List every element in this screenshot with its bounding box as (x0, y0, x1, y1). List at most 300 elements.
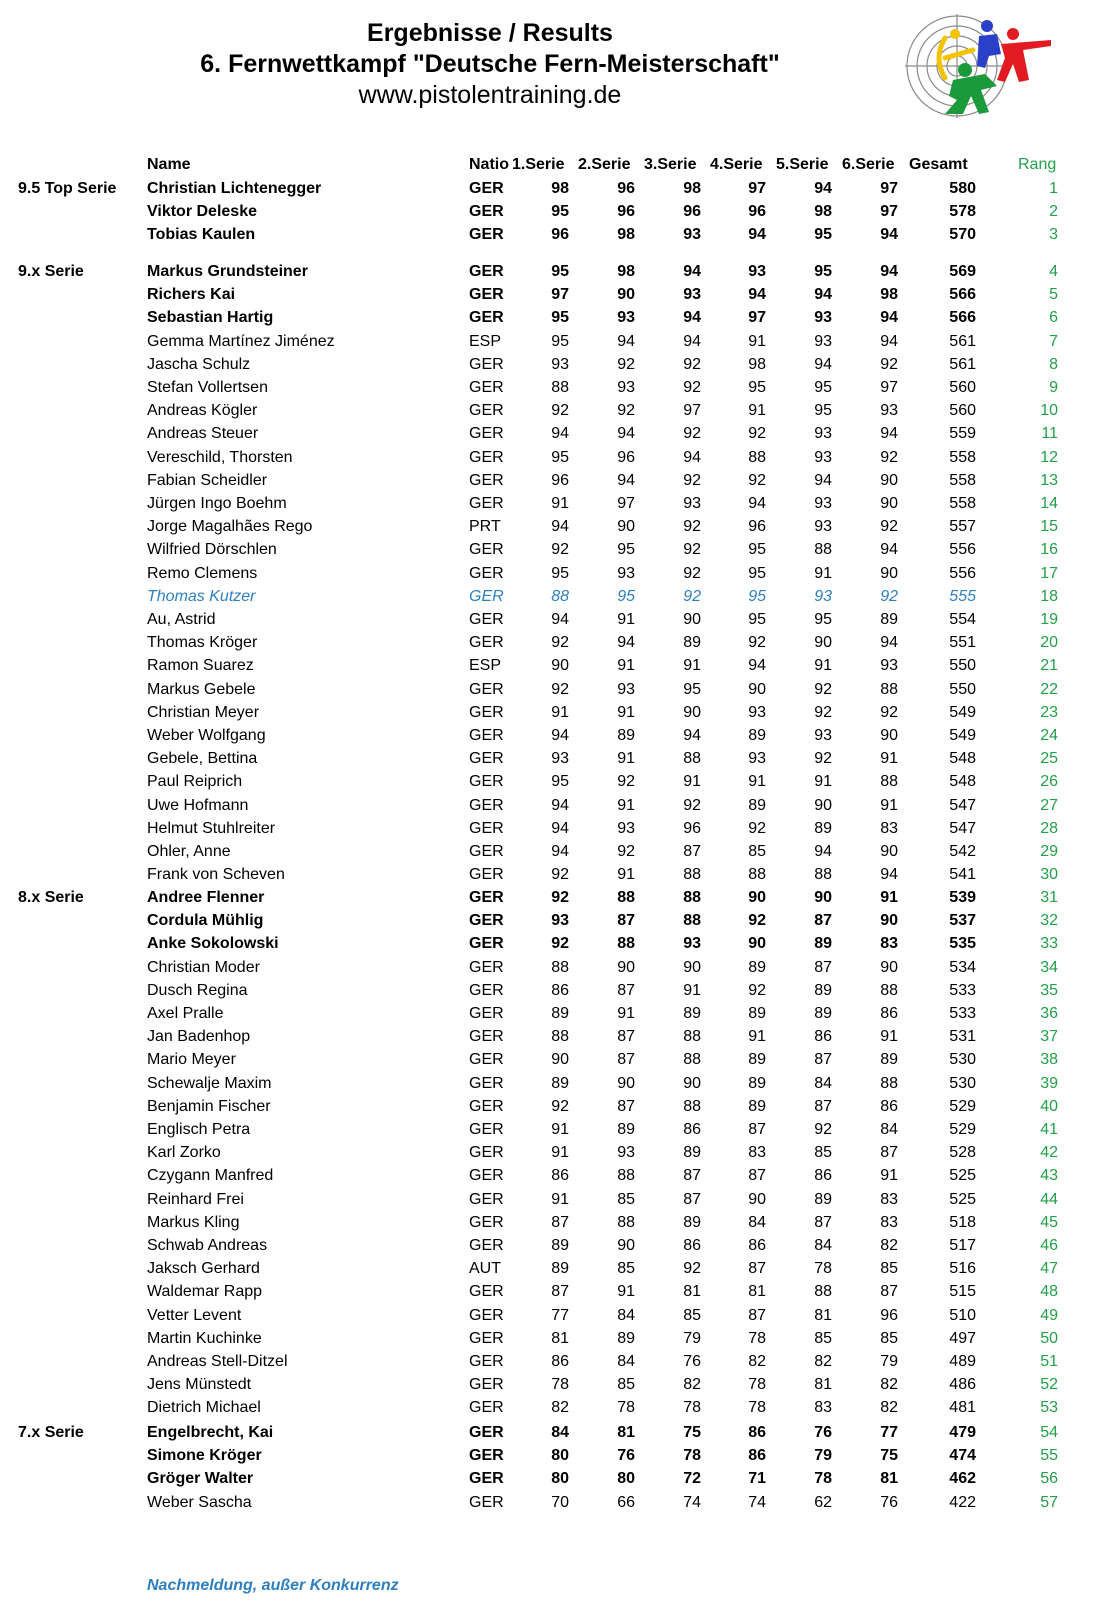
table-row (0, 1492, 1095, 1514)
total-score: 548 (949, 750, 976, 767)
series-4-score: 89 (748, 959, 766, 976)
nation-code: GER (469, 611, 504, 628)
series-5-score: 79 (814, 1447, 832, 1464)
total-score: 535 (949, 935, 976, 952)
series-2-score: 85 (617, 1376, 635, 1393)
shooter-name: Frank von Scheven (147, 866, 285, 883)
series-5-score: 86 (814, 1167, 832, 1184)
series-4-score: 89 (748, 727, 766, 744)
series-5-score: 81 (814, 1307, 832, 1324)
shooter-name: Thomas Kutzer (147, 588, 256, 605)
rank: 4 (1049, 263, 1058, 280)
series-6-score: 88 (880, 681, 898, 698)
series-3-score: 78 (683, 1399, 701, 1416)
series-2-score: 93 (617, 681, 635, 698)
table-row (0, 201, 1095, 223)
table-row (0, 1119, 1095, 1141)
series-4-score: 92 (748, 912, 766, 929)
series-6-score: 85 (880, 1260, 898, 1277)
series-4-score: 92 (748, 982, 766, 999)
shooter-name: Mario Meyer (147, 1051, 236, 1068)
series-3-score: 96 (683, 203, 701, 220)
series-1-score: 88 (551, 959, 569, 976)
total-score: 556 (949, 565, 976, 582)
series-4-score: 90 (748, 889, 766, 906)
series-4-score: 94 (748, 657, 766, 674)
series-2-score: 88 (617, 1167, 635, 1184)
nation-code: GER (469, 1399, 504, 1416)
table-row (0, 702, 1095, 724)
series-3-score: 93 (683, 286, 701, 303)
series-3-score: 90 (683, 611, 701, 628)
series-3-score: 81 (683, 1283, 701, 1300)
series-1-score: 92 (551, 866, 569, 883)
table-row (0, 725, 1095, 747)
series-6-score: 90 (880, 495, 898, 512)
series-3-score: 88 (683, 866, 701, 883)
series-3-score: 78 (683, 1447, 701, 1464)
table-row (0, 539, 1095, 561)
series-4-score: 87 (748, 1121, 766, 1138)
series-6-score: 90 (880, 565, 898, 582)
series-5-score: 87 (814, 1214, 832, 1231)
table-row (0, 261, 1095, 283)
nation-code: GER (469, 935, 504, 952)
series-1-score: 92 (551, 402, 569, 419)
shooter-name: Ramon Suarez (147, 657, 254, 674)
series-5-score: 91 (814, 773, 832, 790)
series-4-score: 95 (748, 541, 766, 558)
total-score: 548 (949, 773, 976, 790)
nation-code: GER (469, 263, 504, 280)
series-1-score: 91 (551, 704, 569, 721)
series-1-score: 90 (551, 657, 569, 674)
shooter-name: Karl Zorko (147, 1144, 221, 1161)
series-3-score: 92 (683, 1260, 701, 1277)
series-3-score: 88 (683, 889, 701, 906)
table-row (0, 980, 1095, 1002)
total-score: 474 (949, 1447, 976, 1464)
rank: 36 (1040, 1005, 1058, 1022)
series-5-score: 95 (814, 611, 832, 628)
series-5-score: 86 (814, 1028, 832, 1045)
series-1-score: 93 (551, 750, 569, 767)
series-1-score: 88 (551, 379, 569, 396)
total-score: 530 (949, 1051, 976, 1068)
table-row (0, 1422, 1095, 1444)
total-score: 516 (949, 1260, 976, 1277)
rank: 7 (1049, 333, 1058, 350)
series-2-score: 91 (617, 750, 635, 767)
rank: 57 (1040, 1494, 1058, 1511)
series-6-score: 83 (880, 1214, 898, 1231)
series-3-score: 88 (683, 1098, 701, 1115)
series-1-score: 77 (551, 1307, 569, 1324)
total-score: 529 (949, 1098, 976, 1115)
series-4-score: 94 (748, 495, 766, 512)
series-5-score: 78 (814, 1470, 832, 1487)
series-4-score: 78 (748, 1376, 766, 1393)
nation-code: GER (469, 820, 504, 837)
series-6-score: 94 (880, 866, 898, 883)
series-5-score: 93 (814, 727, 832, 744)
total-score: 550 (949, 657, 976, 674)
series-1-score: 94 (551, 518, 569, 535)
series-2-score: 87 (617, 1098, 635, 1115)
series-5-score: 93 (814, 309, 832, 326)
series-3-score: 88 (683, 750, 701, 767)
series-3-score: 88 (683, 1028, 701, 1045)
series-5-score: 93 (814, 495, 832, 512)
rank: 24 (1040, 727, 1058, 744)
series-6-score: 94 (880, 226, 898, 243)
total-score: 537 (949, 912, 976, 929)
series-1-score: 89 (551, 1237, 569, 1254)
series-2-score: 97 (617, 495, 635, 512)
series-6-score: 90 (880, 727, 898, 744)
series-3-score: 74 (683, 1494, 701, 1511)
series-1-score: 92 (551, 1098, 569, 1115)
nation-code: GER (469, 866, 504, 883)
series-5-score: 88 (814, 541, 832, 558)
series-1-score: 95 (551, 565, 569, 582)
series-5-score: 95 (814, 379, 832, 396)
total-score: 515 (949, 1283, 976, 1300)
series-3-score: 82 (683, 1376, 701, 1393)
table-row (0, 1026, 1095, 1048)
series-4-score: 89 (748, 1051, 766, 1068)
shooter-name: Martin Kuchinke (147, 1330, 262, 1347)
series-5-score: 93 (814, 449, 832, 466)
total-score: 558 (949, 449, 976, 466)
rank: 34 (1040, 959, 1058, 976)
series-4-score: 89 (748, 1075, 766, 1092)
series-2-score: 88 (617, 1214, 635, 1231)
rank: 2 (1049, 203, 1058, 220)
rank: 55 (1040, 1447, 1058, 1464)
series-4-score: 93 (748, 750, 766, 767)
nation-code: GER (469, 1447, 504, 1464)
series-1-score: 86 (551, 1167, 569, 1184)
series-5-score: 94 (814, 286, 832, 303)
series-6-score: 86 (880, 1005, 898, 1022)
total-score: 554 (949, 611, 976, 628)
shooter-name: Jens Münstedt (147, 1376, 252, 1393)
series-6-score: 90 (880, 472, 898, 489)
total-score: 561 (949, 356, 976, 373)
series-5-score: 85 (814, 1330, 832, 1347)
nation-code: GER (469, 1494, 504, 1511)
shooter-name: Schewalje Maxim (147, 1075, 272, 1092)
series-5-score: 78 (814, 1260, 832, 1277)
series-5-score: 88 (814, 866, 832, 883)
series-4-score: 89 (748, 1005, 766, 1022)
rank: 27 (1040, 797, 1058, 814)
series-4-score: 98 (748, 356, 766, 373)
table-row (0, 632, 1095, 654)
series-1-score: 86 (551, 1353, 569, 1370)
nation-code: AUT (469, 1260, 501, 1277)
table-row (0, 1445, 1095, 1467)
series-2-score: 91 (617, 1005, 635, 1022)
table-row (0, 864, 1095, 886)
series-2-score: 93 (617, 309, 635, 326)
series-5-score: 95 (814, 263, 832, 280)
total-score: 556 (949, 541, 976, 558)
series-4-score: 90 (748, 681, 766, 698)
series-1-score: 98 (551, 180, 569, 197)
series-6-score: 87 (880, 1283, 898, 1300)
series-5-score: 94 (814, 180, 832, 197)
rank: 14 (1040, 495, 1058, 512)
series-2-score: 80 (617, 1470, 635, 1487)
series-5-score: 84 (814, 1237, 832, 1254)
series-4-score: 97 (748, 309, 766, 326)
total-score: 529 (949, 1121, 976, 1138)
rank: 8 (1049, 356, 1058, 373)
table-row (0, 1328, 1095, 1350)
series-2-score: 90 (617, 959, 635, 976)
rank: 50 (1040, 1330, 1058, 1347)
rank: 13 (1040, 472, 1058, 489)
series-3-score: 92 (683, 565, 701, 582)
table-row (0, 771, 1095, 793)
series-2-score: 91 (617, 611, 635, 628)
series-6-score: 82 (880, 1399, 898, 1416)
table-row (0, 655, 1095, 677)
series-4-score: 74 (748, 1494, 766, 1511)
table-row (0, 887, 1095, 909)
series-5-score: 87 (814, 912, 832, 929)
total-score: 489 (949, 1353, 976, 1370)
shooter-name: Weber Sascha (147, 1494, 252, 1511)
shooter-name: Andreas Stell-Ditzel (147, 1353, 288, 1370)
header-nation: Natio (469, 156, 509, 173)
series-5-score: 89 (814, 1005, 832, 1022)
series-6-score: 91 (880, 1028, 898, 1045)
rank: 30 (1040, 866, 1058, 883)
shooter-name: Paul Reiprich (147, 773, 243, 790)
header-series-4: 4.Serie (710, 156, 763, 173)
series-6-score: 92 (880, 588, 898, 605)
nation-code: GER (469, 472, 504, 489)
series-5-score: 85 (814, 1144, 832, 1161)
rank: 18 (1040, 588, 1058, 605)
total-score: 462 (949, 1470, 976, 1487)
series-4-score: 89 (748, 797, 766, 814)
series-2-score: 76 (617, 1447, 635, 1464)
nation-code: GER (469, 982, 504, 999)
series-6-score: 94 (880, 425, 898, 442)
total-score: 570 (949, 226, 976, 243)
series-2-score: 81 (617, 1424, 635, 1441)
nation-code: GER (469, 541, 504, 558)
series-6-score: 94 (880, 333, 898, 350)
series-3-score: 94 (683, 333, 701, 350)
shooter-name: Christian Moder (147, 959, 260, 976)
series-1-score: 91 (551, 495, 569, 512)
table-row (0, 470, 1095, 492)
series-1-score: 81 (551, 1330, 569, 1347)
series-3-score: 93 (683, 935, 701, 952)
rank: 6 (1049, 309, 1058, 326)
nation-code: GER (469, 1144, 504, 1161)
series-1-score: 89 (551, 1260, 569, 1277)
competition-title: 6. Fernwettkampf "Deutsche Fern-Meisterschaft" (200, 50, 780, 78)
series-5-score: 92 (814, 704, 832, 721)
total-score: 481 (949, 1399, 976, 1416)
table-row (0, 1096, 1095, 1118)
series-5-score: 94 (814, 472, 832, 489)
total-score: 551 (949, 634, 976, 651)
series-6-score: 88 (880, 773, 898, 790)
total-score: 566 (949, 286, 976, 303)
shooter-name: Andreas Steuer (147, 425, 259, 442)
series-5-score: 93 (814, 588, 832, 605)
total-score: 534 (949, 959, 976, 976)
series-4-score: 91 (748, 402, 766, 419)
series-2-score: 91 (617, 797, 635, 814)
series-1-score: 92 (551, 681, 569, 698)
total-score: 533 (949, 1005, 976, 1022)
series-4-score: 86 (748, 1447, 766, 1464)
table-row (0, 400, 1095, 422)
series-5-score: 82 (814, 1353, 832, 1370)
series-3-score: 90 (683, 959, 701, 976)
series-4-score: 91 (748, 1028, 766, 1045)
series-6-score: 89 (880, 611, 898, 628)
series-2-score: 89 (617, 727, 635, 744)
rank: 1 (1049, 180, 1058, 197)
series-4-score: 93 (748, 704, 766, 721)
total-score: 479 (949, 1424, 976, 1441)
rank: 3 (1049, 226, 1058, 243)
nation-code: GER (469, 634, 504, 651)
series-3-score: 90 (683, 1075, 701, 1092)
table-row (0, 609, 1095, 631)
series-1-score: 88 (551, 588, 569, 605)
shooter-name: Weber Wolfgang (147, 727, 266, 744)
nation-code: GER (469, 588, 504, 605)
table-row (0, 841, 1095, 863)
series-3-score: 92 (683, 518, 701, 535)
series-2-score: 89 (617, 1330, 635, 1347)
group-label: 9.x Serie (18, 263, 84, 280)
rank: 25 (1040, 750, 1058, 767)
series-3-score: 86 (683, 1121, 701, 1138)
table-row (0, 1212, 1095, 1234)
rank: 29 (1040, 843, 1058, 860)
series-5-score: 90 (814, 889, 832, 906)
series-4-score: 96 (748, 203, 766, 220)
series-4-score: 95 (748, 588, 766, 605)
shooter-name: Ohler, Anne (147, 843, 231, 860)
series-3-score: 92 (683, 797, 701, 814)
series-3-score: 96 (683, 820, 701, 837)
series-2-score: 92 (617, 402, 635, 419)
series-6-score: 87 (880, 1144, 898, 1161)
series-4-score: 92 (748, 425, 766, 442)
series-3-score: 86 (683, 1237, 701, 1254)
series-2-score: 93 (617, 1144, 635, 1161)
nation-code: GER (469, 203, 504, 220)
total-score: 542 (949, 843, 976, 860)
total-score: 497 (949, 1330, 976, 1347)
total-score: 530 (949, 1075, 976, 1092)
shooter-name: Vereschild, Thorsten (147, 449, 293, 466)
nation-code: GER (469, 1283, 504, 1300)
total-score: 539 (949, 889, 976, 906)
series-5-score: 89 (814, 820, 832, 837)
table-row (0, 331, 1095, 353)
total-score: 578 (949, 203, 976, 220)
nation-code: GER (469, 843, 504, 860)
total-score: 525 (949, 1191, 976, 1208)
rank: 43 (1040, 1167, 1058, 1184)
nation-code: GER (469, 727, 504, 744)
series-6-score: 94 (880, 263, 898, 280)
series-3-score: 98 (683, 180, 701, 197)
rank: 19 (1040, 611, 1058, 628)
shooter-name: Reinhard Frei (147, 1191, 244, 1208)
nation-code: PRT (469, 518, 501, 535)
series-6-score: 81 (880, 1470, 898, 1487)
series-2-score: 92 (617, 356, 635, 373)
series-6-score: 85 (880, 1330, 898, 1347)
rank: 44 (1040, 1191, 1058, 1208)
header-series-2: 2.Serie (578, 156, 631, 173)
rank: 26 (1040, 773, 1058, 790)
series-2-score: 94 (617, 425, 635, 442)
series-4-score: 78 (748, 1399, 766, 1416)
series-3-score: 72 (683, 1470, 701, 1487)
rank: 54 (1040, 1424, 1058, 1441)
table-row (0, 377, 1095, 399)
total-score: 559 (949, 425, 976, 442)
nation-code: GER (469, 1051, 504, 1068)
shooter-name: Anke Sokolowski (147, 935, 279, 952)
shooter-name: Gemma Martínez Jiménez (147, 333, 335, 350)
table-row (0, 493, 1095, 515)
series-4-score: 78 (748, 1330, 766, 1347)
rank: 12 (1040, 449, 1058, 466)
series-4-score: 90 (748, 1191, 766, 1208)
series-4-score: 95 (748, 379, 766, 396)
rank: 16 (1040, 541, 1058, 558)
series-3-score: 92 (683, 379, 701, 396)
table-row (0, 1305, 1095, 1327)
table-row (0, 1351, 1095, 1373)
nation-code: GER (469, 1121, 504, 1138)
series-4-score: 86 (748, 1237, 766, 1254)
series-4-score: 91 (748, 333, 766, 350)
series-1-score: 95 (551, 449, 569, 466)
series-3-score: 91 (683, 982, 701, 999)
series-2-score: 78 (617, 1399, 635, 1416)
series-1-score: 95 (551, 309, 569, 326)
series-4-score: 85 (748, 843, 766, 860)
total-score: 560 (949, 379, 976, 396)
series-1-score: 94 (551, 843, 569, 860)
group-label: 8.x Serie (18, 889, 84, 906)
series-1-score: 87 (551, 1283, 569, 1300)
nation-code: GER (469, 773, 504, 790)
series-5-score: 87 (814, 1098, 832, 1115)
series-2-score: 90 (617, 1237, 635, 1254)
nation-code: GER (469, 1191, 504, 1208)
series-6-score: 83 (880, 1191, 898, 1208)
series-2-score: 93 (617, 820, 635, 837)
